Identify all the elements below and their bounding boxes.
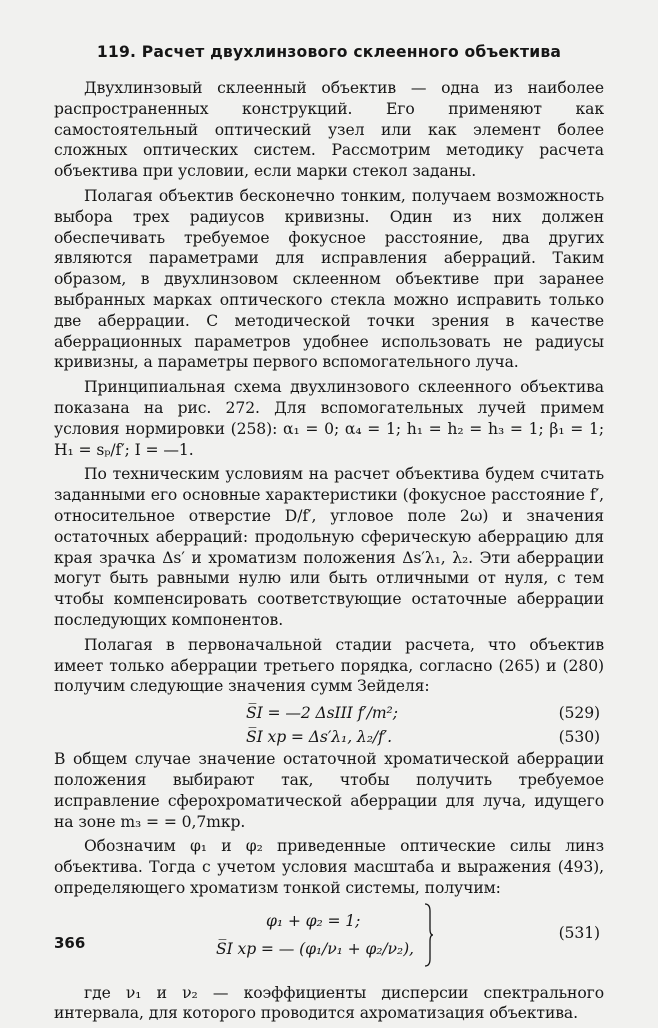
paragraph-7: Обозначим φ₁ и φ₂ приведенные оптические силы линз объектива. Тогда с учетом условия масштаба и выражения (493), определяющего хроматизм тонкой системы, получим: xyxy=(54,837,604,897)
paragraph-3: Принципиальная схема двухлинзового склеенного объектива показана на рис. 272. Для вспомогательных лучей примем условия нормировки (258): α₁ = 0; α₄ = 1; h₁ = h₂ = h₃ = 1; β₁ = 1; H₁ = sₚ/f′; I = —1. xyxy=(54,378,604,459)
formula-529 xyxy=(54,701,604,725)
formula-529-number: (529) xyxy=(558,704,600,723)
paragraph-4: По техническим условиям на расчет объектива будем считать заданными его основные характеристики (фокусное расстояние f′, относительное отверстие D/f′, угловое поле 2ω) и значения остаточных аберраций: продольную сферическую аберрацию для края зрачка Δs′ и хроматизм положения Δs′λ₁, λ₂. Эти аберрации могут быть равными нулю или быть отличными от нуля, с тем чтобы компенсировать соответствующие остаточные аберрации последующих компонентов. xyxy=(54,465,604,629)
formula-529-expr: S̅I = —2 ΔsIII f′/m²; xyxy=(246,704,398,723)
right-brace-icon xyxy=(424,903,434,967)
paragraph-6: В общем случае значение остаточной хроматической аберрации положения выбирают так, чтобы получить требуемое исправление сферохроматической аберрации для луча, идущего на зоне m₃ = = 0,7mкр. xyxy=(54,750,604,831)
formula-530-number: (530) xyxy=(558,728,600,747)
page-number: 366 xyxy=(54,934,86,952)
system-line-2: S̅I хр = — (φ₁/ν₁ + φ₂/ν₂), xyxy=(216,939,414,958)
system-number: (531) xyxy=(558,923,600,942)
paragraph-8: где ν₁ и ν₂ — коэффициенты дисперсии спектрального интервала, для которого проводится ахроматизация объектива. xyxy=(54,983,604,1023)
paragraph-1: Двухлинзовый склеенный объектив — одна из наиболее распространенных конструкций. Его применяют как самостоятельный оптический узел или как элемент более сложных оптических систем. Рассмотрим методику расчета объектива при условии, если марки стекол заданы. xyxy=(54,79,604,181)
system-line-1: φ₁ + φ₂ = 1; xyxy=(266,911,361,930)
paragraph-2: Полагая объектив бесконечно тонким, получаем возможность выбора трех радиусов кривизны. Один из них должен обеспечивать требуемое фокусное расстояние, два других являются параметрами для исправления аберраций. Таким образом, в двухлинзовом склеенном объективе при заранее выбранных марках оптического стекла можно исправить только две аберрации. С методической точки зрения в качестве аберрационных параметров удобнее использовать не радиусы кривизны, а параметры первого вспомогательного луча. xyxy=(54,186,604,372)
equation-system-531 xyxy=(54,903,604,975)
formula-530 xyxy=(54,725,604,749)
formula-530-expr: S̅I хр = Δs′λ₁, λ₂/f′. xyxy=(246,728,392,747)
page-body xyxy=(54,42,604,1028)
section-heading: 119. Расчет двухлинзового склеенного объектива xyxy=(96,43,562,61)
paragraph-5: Полагая в первоначальной стадии расчета, что объектив имеет только аберрации третьего порядка, согласно (265) и (280) получим следующие значения сумм Зейделя: xyxy=(54,635,604,696)
